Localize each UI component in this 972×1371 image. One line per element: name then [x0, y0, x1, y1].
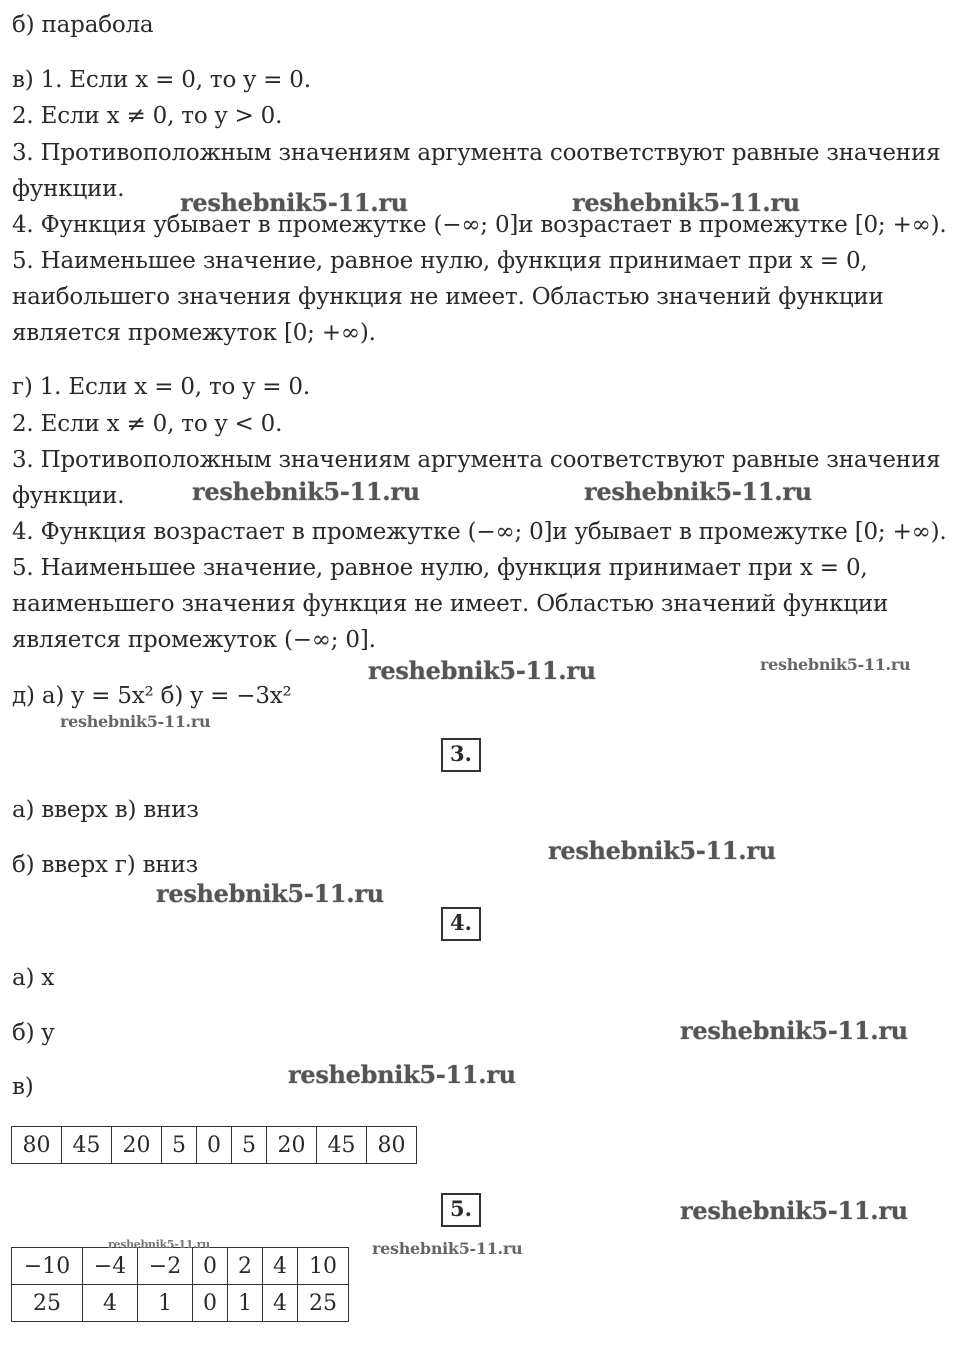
watermark: reshebnik5-11.ru: [760, 655, 911, 674]
text-line: в) 1. Если x = 0, то y = 0.: [12, 67, 311, 93]
table-cell: 20: [112, 1127, 162, 1164]
text-line: а) x: [12, 965, 55, 991]
watermark: reshebnik5-11.ru: [572, 188, 800, 217]
text-line: г) 1. Если x = 0, то y = 0.: [12, 374, 310, 400]
section-number-3: 3.: [441, 738, 481, 772]
section-number-4: 4.: [441, 907, 481, 941]
text-line: б) y: [12, 1020, 55, 1046]
table-cell: 1: [228, 1285, 263, 1322]
values-table-4: [11, 1126, 417, 1164]
table-cell: 80: [12, 1127, 62, 1164]
table-cell: −2: [138, 1248, 193, 1285]
watermark: reshebnik5-11.ru: [108, 1238, 210, 1251]
text-line: б) вверх г) вниз: [12, 852, 198, 878]
text-line: д) а) y = 5x² б) y = −3x²: [12, 683, 292, 709]
watermark: reshebnik5-11.ru: [372, 1239, 523, 1258]
watermark: reshebnik5-11.ru: [680, 1196, 908, 1225]
text-line: 2. Если x ≠ 0, то y > 0.: [12, 103, 283, 129]
text-line: 5. Наименьшее значение, равное нулю, функция принимает при x = 0,: [12, 248, 868, 274]
table-cell: −10: [12, 1248, 83, 1285]
values-table-5: [11, 1247, 349, 1322]
table-cell: 45: [62, 1127, 112, 1164]
text-line: функции.: [12, 483, 125, 509]
table-cell: 5: [162, 1127, 197, 1164]
watermark: reshebnik5-11.ru: [288, 1060, 516, 1089]
table-cell: 0: [197, 1127, 232, 1164]
table-cell: 1: [138, 1285, 193, 1322]
text-line: б) парабола: [12, 12, 154, 38]
table-cell: 5: [232, 1127, 267, 1164]
text-line: а) вверх в) вниз: [12, 797, 199, 823]
text-line: в): [12, 1074, 34, 1100]
table-cell: −4: [83, 1248, 138, 1285]
text-line: 4. Функция убывает в промежутке (−∞; 0]и возрастает в промежутке [0; +∞).: [12, 212, 947, 238]
table-cell: 0: [193, 1285, 228, 1322]
watermark: reshebnik5-11.ru: [584, 477, 812, 506]
watermark: reshebnik5-11.ru: [156, 879, 384, 908]
text-line: функции.: [12, 176, 125, 202]
watermark: reshebnik5-11.ru: [60, 712, 211, 731]
watermark: reshebnik5-11.ru: [548, 836, 776, 865]
table-cell: 45: [317, 1127, 367, 1164]
text-line: 3. Противоположным значениям аргумента соответствуют равные значения: [12, 447, 941, 473]
watermark: reshebnik5-11.ru: [680, 1016, 908, 1045]
table-cell: 10: [298, 1248, 349, 1285]
text-line: 2. Если x ≠ 0, то y < 0.: [12, 411, 283, 437]
table-cell: 4: [263, 1285, 298, 1322]
watermark: reshebnik5-11.ru: [180, 188, 408, 217]
text-line: наибольшего значения функция не имеет. Областью значений функции: [12, 284, 884, 310]
table-cell: 20: [267, 1127, 317, 1164]
table-cell: 80: [367, 1127, 417, 1164]
table-cell: 4: [83, 1285, 138, 1322]
table-cell: 25: [12, 1285, 83, 1322]
text-line: наименьшего значения функция не имеет. Областью значений функции: [12, 591, 889, 617]
text-line: 4. Функция возрастает в промежутке (−∞; 0]и убывает в промежутке [0; +∞).: [12, 519, 947, 545]
text-line: является промежуток [0; +∞).: [12, 320, 376, 346]
watermark: reshebnik5-11.ru: [192, 477, 420, 506]
section-number-5: 5.: [441, 1193, 481, 1227]
text-line: 5. Наименьшее значение, равное нулю, функция принимает при x = 0,: [12, 555, 868, 581]
table-cell: 0: [193, 1248, 228, 1285]
table-cell: 2: [228, 1248, 263, 1285]
text-line: является промежуток (−∞; 0].: [12, 627, 376, 653]
text-line: 3. Противоположным значениям аргумента соответствуют равные значения: [12, 140, 941, 166]
table-cell: 4: [263, 1248, 298, 1285]
table-cell: 25: [298, 1285, 349, 1322]
watermark: reshebnik5-11.ru: [368, 656, 596, 685]
